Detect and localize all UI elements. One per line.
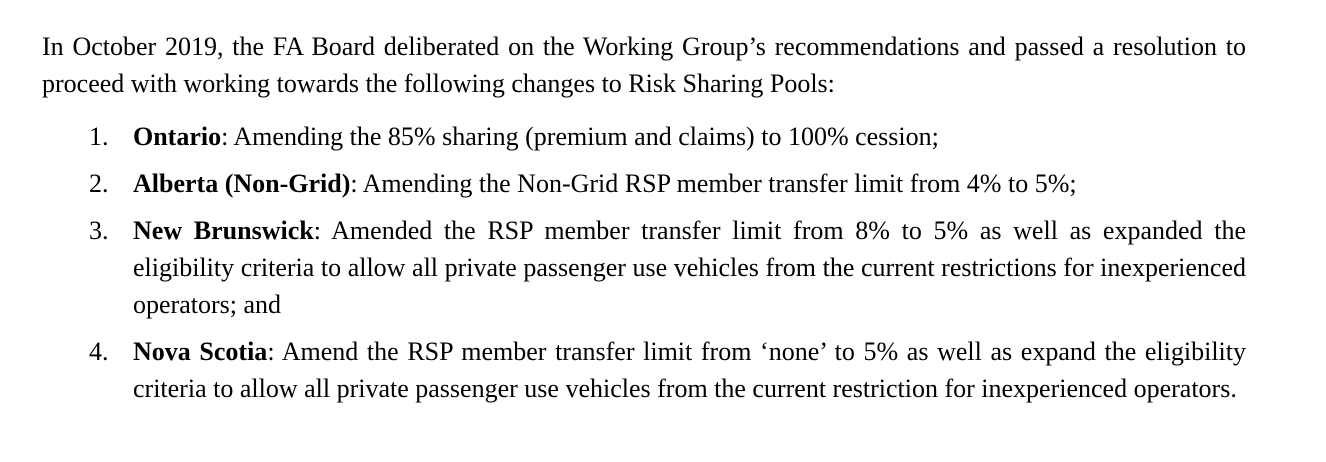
list-item [42, 118, 1246, 155]
list-item-number: 2. [89, 169, 109, 198]
list-item-text: : Amending the Non-Grid RSP member transfer limit from 4% to 5%; [350, 169, 1077, 198]
list-item [42, 212, 1246, 323]
list-item-term: Ontario [133, 122, 222, 151]
list-item-number: 3. [89, 216, 109, 245]
list-item [42, 333, 1246, 407]
list-item-term: Nova Scotia [133, 337, 268, 366]
list-item-number: 4. [89, 337, 109, 366]
list-item-text: : Amending the 85% sharing (premium and claims) to 100% cession; [221, 122, 939, 151]
list-item-text: : Amend the RSP member transfer limit from ‘none’ to 5% as well as expand the eligibility criteria to allow all private passenger use vehicles from the current restriction for inexperienced operators. [133, 337, 1247, 403]
list-item-number: 1. [89, 122, 109, 151]
changes-list [42, 118, 1246, 407]
list-item-text: : Amended the RSP member transfer limit from 8% to 5% as well as expanded the eligibility criteria to allow all private passenger use vehicles from the current restrictions for inexperienced operators; and [133, 216, 1246, 319]
list-item-term: New Brunswick [133, 216, 314, 245]
intro-paragraph: In October 2019, the FA Board deliberated on the Working Group’s recommendations and passed a resolution to proceed with working towards the following changes to Risk Sharing Pools: [42, 32, 1246, 98]
list-item [42, 165, 1246, 202]
list-item-term: Alberta (Non-Grid) [133, 169, 351, 198]
